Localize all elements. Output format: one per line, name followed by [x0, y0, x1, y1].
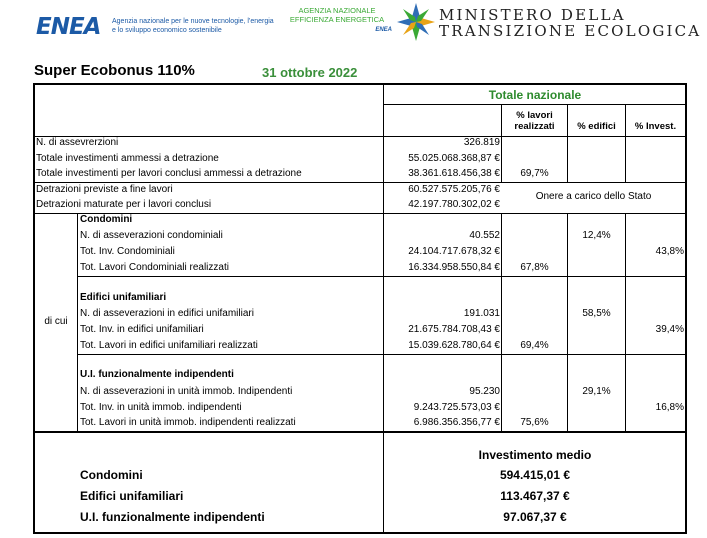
investment-value-1: 113.467,37 € — [500, 489, 570, 503]
section-2-value-2: 6.986.356.356,77 € — [413, 417, 500, 428]
section-2-pct-edifici: 29,1% — [582, 386, 611, 397]
ministry-star-icon — [396, 2, 436, 42]
ministry-line-2: TRANSIZIONE ECOLOGICA — [439, 22, 702, 40]
section-0-pct-invest: 43,8% — [655, 246, 684, 257]
header-pct-invest: % Invest. — [634, 121, 677, 132]
section-1-value-0: 191.031 — [463, 308, 500, 319]
section-1-pct-lavori: 69,4% — [520, 340, 549, 351]
investment-label-0: Condomini — [80, 468, 143, 482]
totals-label-1: Totale investimenti ammessi a detrazione — [36, 153, 219, 164]
section-0-label-1: Tot. Inv. Condominiali — [80, 246, 175, 257]
investment-value-0: 594.415,01 € — [499, 468, 571, 482]
section-0-value-0: 40.552 — [469, 230, 500, 241]
section-2-value-1: 9.243.725.573,03 € — [413, 402, 500, 413]
deduction-value-0: 60.527.575.205,76 € — [408, 184, 500, 195]
section-0-label-2: Tot. Lavori Condominiali realizzati — [80, 262, 229, 273]
section-2-pct-invest: 16,8% — [655, 402, 684, 413]
di-cui-label: di cui — [44, 316, 68, 327]
section-2-label-0: N. di asseverazioni in unità immob. Indipendenti — [80, 386, 293, 397]
investment-value-2: 97.067,37 € — [503, 510, 567, 524]
section-2-value-0: 95.230 — [469, 386, 500, 397]
page-title: Super Ecobonus 110% — [34, 62, 195, 79]
section-1-label-2: Tot. Lavori in edifici unifamiliari realizzati — [80, 340, 258, 351]
section-1-label-0: N. di asseverazioni in edifici unifamiliari — [80, 308, 254, 319]
section-1-pct-invest: 39,4% — [655, 324, 684, 335]
section-1-pct-edifici: 58,5% — [582, 308, 611, 319]
enea-logo: ENEA — [36, 14, 101, 40]
totals-label-2: Totale investimenti per lavori conclusi ammessi a detrazione — [36, 168, 302, 179]
ministry-line-1: MINISTERO DELLA — [439, 6, 626, 24]
deduction-label-1: Detrazioni maturate per i lavori conclusi — [36, 199, 212, 210]
header-totale-nazionale: Totale nazionale — [488, 88, 582, 102]
investment-heading: Investimento medio — [478, 448, 592, 462]
header-pct-lavori-2: realizzati — [514, 121, 555, 132]
totals-label-0: N. di assevrerzioni — [36, 137, 119, 148]
section-2-label-1: Tot. Inv. in unità immob. indipendenti — [80, 402, 242, 413]
section-title-0: Condomini — [80, 214, 133, 225]
deduction-value-1: 42.197.780.302,02 € — [408, 199, 500, 210]
section-2-pct-lavori: 75,6% — [520, 417, 549, 428]
section-0-label-0: N. di asseverazioni condominiali — [80, 230, 223, 241]
totals-value-2: 38.361.618.456,38 € — [408, 168, 500, 179]
investment-label-1: Edifici unifamiliari — [80, 489, 184, 503]
section-title-1: Edifici unifamiliari — [80, 292, 167, 303]
totals-pct-lavori-2: 69,7% — [520, 168, 549, 179]
section-2-label-2: Tot. Lavori in unità immob. indipendenti realizzati — [80, 417, 296, 428]
agency-line-2: EFFICIENZA ENERGETICA — [289, 15, 385, 24]
deduction-label-0: Detrazioni previste a fine lavori — [36, 184, 173, 195]
section-1-value-1: 21.675.784.708,43 € — [408, 324, 500, 335]
ministry-title — [439, 7, 701, 39]
section-1-label-1: Tot. Inv. in edifici unifamiliari — [80, 324, 204, 335]
header-pct-lavori-1: % lavori — [516, 110, 553, 121]
agency-enea: ENEA — [375, 27, 392, 33]
agency-logo — [282, 6, 392, 35]
totals-value-0: 326.819 — [463, 137, 500, 148]
section-0-value-2: 16.334.958.550,84 € — [408, 262, 500, 273]
section-1-value-2: 15.039.628.780,64 € — [408, 340, 500, 351]
section-0-pct-lavori: 67,8% — [520, 262, 549, 273]
section-title-2: U.I. funzionalmente indipendenti — [80, 369, 234, 380]
totals-value-1: 55.025.068.368,87 € — [408, 153, 500, 164]
report-date: 31 ottobre 2022 — [262, 65, 358, 80]
section-0-value-1: 24.104.717.678,32 € — [408, 246, 500, 257]
enea-tagline: Agenzia nazionale per le nuove tecnologie, l'energia e lo sviluppo economico sostenibile — [112, 18, 274, 34]
investment-label-2: U.I. funzionalmente indipendenti — [80, 510, 265, 524]
deductions-note: Onere a carico dello Stato — [535, 191, 652, 202]
header-pct-edifici: % edifici — [577, 121, 616, 132]
agency-line-1: AGENZIA NAZIONALE — [298, 6, 376, 15]
section-0-pct-edifici: 12,4% — [582, 230, 611, 241]
